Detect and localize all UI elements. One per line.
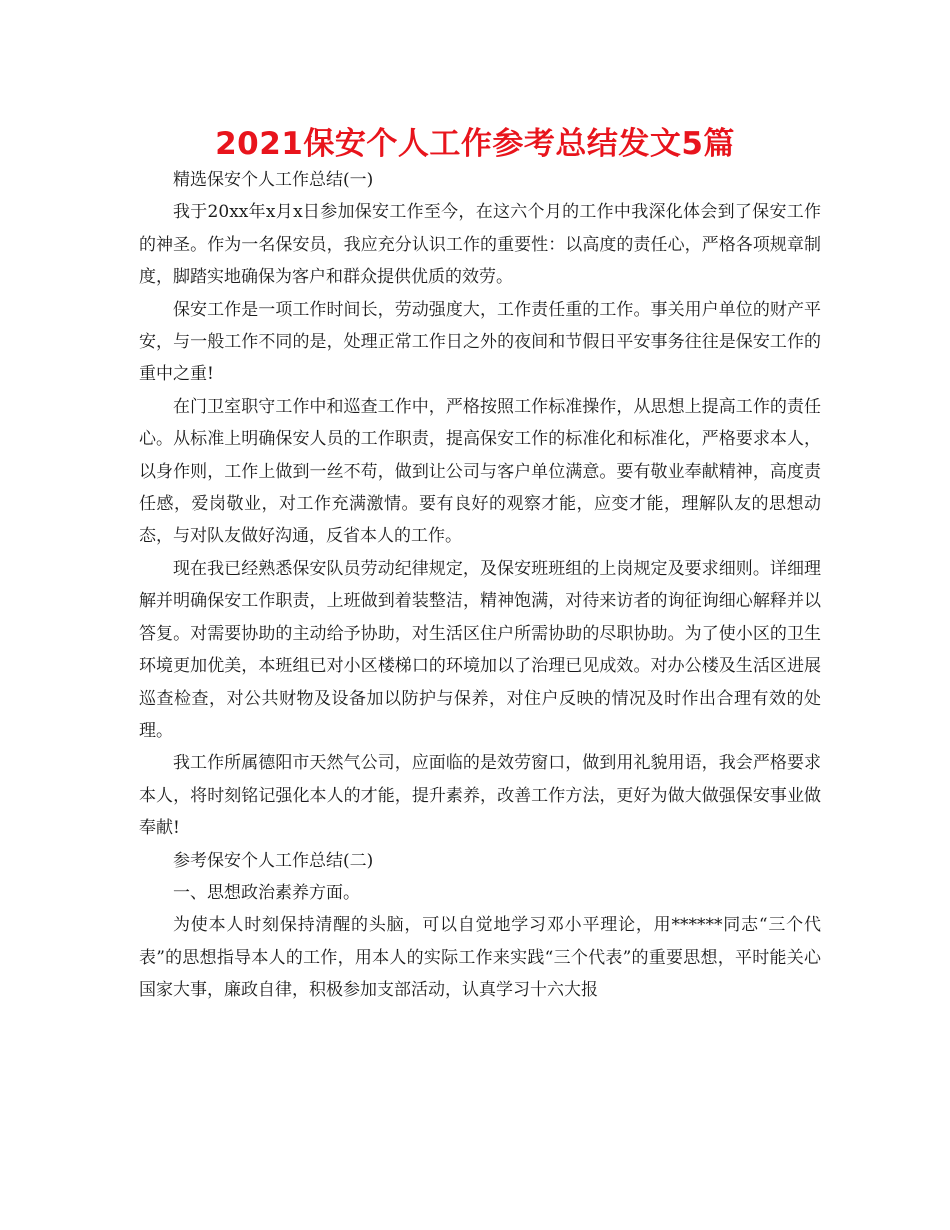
body-paragraph: 我工作所属德阳市天然气公司，应面临的是效劳窗口，做到用礼貌用语，我会严格要求本人，将时刻铭记强化本人的才能，提升素养，改善工作方法，更好为做大做强保安事业做奉献!: [139, 753, 821, 839]
document-title: 2021保安个人工作参考总结发文5篇: [215, 126, 735, 162]
body-paragraph: 我于20xx年x月x日参加保安工作至今，在这六个月的工作中我深化体会到了保安工作的神圣。作为一名保安员，我应充分认识工作的重要性：以高度的责任心，严格各项规章制度，脚踏实地确保为客户和群众提供优质的效劳。: [139, 202, 821, 288]
body-paragraph: 保安工作是一项工作时间长，劳动强度大，工作责任重的工作。事关用户单位的财产平安，与一般工作不同的是，处理正常工作日之外的夜间和节假日平安事务往往是保安工作的重中之重!: [139, 299, 821, 385]
body-paragraph: 现在我已经熟悉保安队员劳动纪律规定，及保安班班组的上岗规定及要求细则。详细理解并明确保安工作职责，上班做到着装整洁，精神饱满，对待来访者的询征询细心解释并以答复。对需要协助的主动给予协助，对生活区住户所需协助的尽职协助。为了使小区的卫生环境更加优美，本班组已对小区楼梯口的环境加以了治理已见成效。对办公楼及生活区进展巡查检查，对公共财物及设备加以防护与保养，对住户反映的情况及时作出合理有效的处理。: [139, 558, 821, 741]
subsection-heading: 一、思想政治素养方面。: [173, 882, 360, 903]
body-paragraph: 在门卫室职守工作中和巡查工作中，严格按照工作标准操作，从思想上提高工作的责任心。从标准上明确保安人员的工作职责，提高保安工作的标准化和标准化，严格要求本人，以身作则，工作上做到一丝不苟，做到让公司与客户单位满意。要有敬业奉献精神，高度责任感，爱岗敬业，对工作充满激情。要有良好的观察才能，应变才能，理解队友的思想动态，与对队友做好沟通，反省本人的工作。: [139, 396, 821, 547]
section-heading-2: 参考保安个人工作总结(二): [173, 850, 374, 871]
section-heading-1: 精选保安个人工作总结(一): [173, 170, 374, 190]
document-body: [139, 164, 821, 1007]
body-paragraph: 为使本人时刻保持清醒的头脑，可以自觉地学习邓小平理论，用******同志“三个代表”的思想指导本人的工作，用本人的实际工作来实践“三个代表”的重要思想，平时能关心国家大事，廉政自律，积极参加支部活动，认真学习十六大报: [139, 915, 821, 1001]
